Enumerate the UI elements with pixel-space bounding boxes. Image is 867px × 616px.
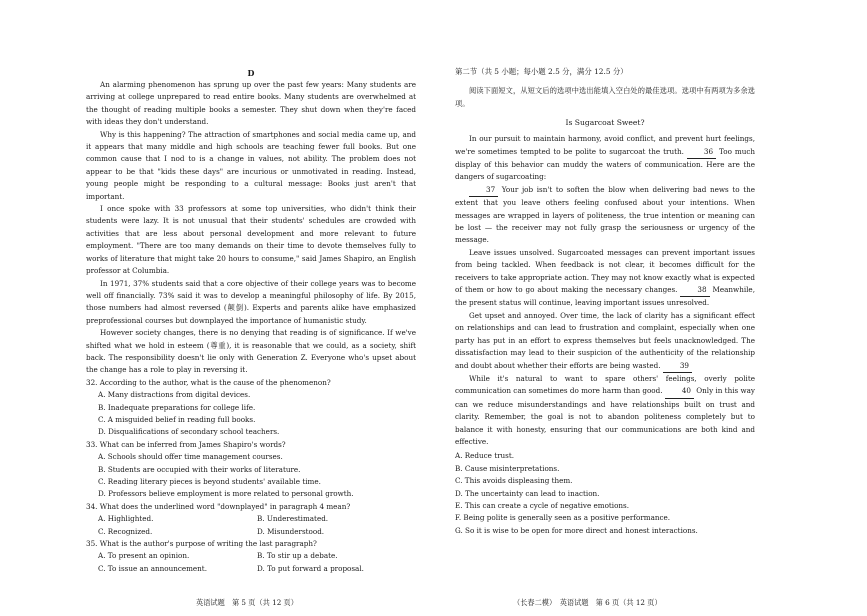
paragraph-5: While it's natural to want to spare others' feelings, overly polite communication can sometimes do more harm than good. 40 Only in this way can we reduce misunderstandings and have relationships built on trust and clarity. Remember, the goal is not to abandon politeness completely but to balance it with honesty, ensuring that our communications are both kind and effective. bbox=[455, 373, 755, 446]
option: C. Reading literary pieces is beyond students' available time. bbox=[98, 477, 321, 486]
question-35 bbox=[86, 538, 416, 575]
blank-38: 38 bbox=[680, 284, 709, 297]
option: B. Inadequate preparations for college life. bbox=[98, 402, 256, 412]
option: A. Schools should offer time management courses. bbox=[98, 452, 283, 462]
option: D. Misunderstood. bbox=[257, 526, 325, 536]
option: F. Being polite is generally seen as a positive performance. bbox=[455, 513, 671, 523]
option: A. Many distractions from digital devices. bbox=[98, 390, 251, 400]
question-stem: 34. What does the underlined word "downplayed" in paragraph 4 mean? bbox=[86, 501, 351, 511]
option: A. To present an opinion. bbox=[98, 551, 190, 561]
section-heading: 第二节（共 5 小题；每小题 2.5 分，满分 12.5 分） bbox=[455, 67, 628, 76]
right-page bbox=[455, 0, 755, 616]
option: D. The uncertainty can lead to inaction. bbox=[455, 488, 600, 498]
option: B. Students are occupied with their works of literature. bbox=[98, 464, 301, 474]
paragraph-3: I once spoke with 33 professors at some top universities, who didn't think their students were lazy. It is not unusual that their students' schedules are crowded with activities that are less about personal development and more relevant to future employment. "There are too many demands on their time to devote themselves fully to works of literature that might take 20 hours to consume," said James Shapiro, an English professor at Columbia. bbox=[86, 204, 416, 276]
option: C. To issue an announcement. bbox=[98, 563, 207, 573]
left-page bbox=[86, 0, 416, 616]
question-32 bbox=[86, 377, 416, 439]
blank-40: 40 bbox=[665, 385, 694, 398]
option: A. Highlighted. bbox=[98, 514, 154, 524]
paragraph-4: In 1971, 37% students said that a core objective of their college years was to become well off financially. 73% said it was to develop a meaningful philosophy of life. By 2015, those numbers had almost reversed (颠倒). Experts and parents alike have emphasized preprofessional courses but downplayed the importance of humanistic study. bbox=[86, 278, 416, 325]
paragraph-1: In our pursuit to maintain harmony, avoid conflict, and prevent hurt feelings, we're sometimes tempted to be polite to sugarcoat the truth. 36 Too much display of this behavior can muddy the waters of communication. Here are the dangers of sugarcoating: bbox=[455, 134, 755, 182]
section-instructions: 阅读下面短文，从短文后的选项中选出能填入空白处的最佳选项。选项中有两项为多余选项。 bbox=[455, 86, 755, 108]
option: C. Recognized. bbox=[98, 526, 153, 536]
paragraph-2: 37 Your job isn't to soften the blow when delivering bad news to the extent that you leave others feeling confused about your intentions. When messages are wrapped in layers of politeness, the true intention or meaning can be lost — the receiver may not fully grasp the seriousness or urgency of the message. bbox=[455, 184, 755, 245]
option: C. A misguided belief in reading full books. bbox=[98, 414, 256, 424]
paragraph-4: Get upset and annoyed. Over time, the lack of clarity has a significant effect on relationships and can lead to frustration and complaint, especially when one party has put in an effort to express themselves but feels unacknowledged. The dissatisfaction may lead to their suspicion of the authenticity of the relationship and doubt about whether their efforts are being wasted. 39 bbox=[455, 310, 755, 373]
blank-39: 39 bbox=[663, 360, 692, 373]
option: G. So it is wise to be open for more direct and honest interactions. bbox=[455, 525, 698, 535]
option: D. Professors believe employment is more related to personal growth. bbox=[98, 489, 354, 499]
option: D. To put forward a proposal. bbox=[257, 563, 364, 573]
passage-title: Is Sugarcoat Sweet? bbox=[565, 118, 645, 128]
option: C. This avoids displeasing them. bbox=[455, 476, 573, 486]
option: A. Reduce trust. bbox=[455, 451, 515, 461]
page-footer: （长春二模） 英语试题 第 6 页（共 12 页） bbox=[513, 598, 662, 607]
paragraph-5: However society changes, there is no denying that reading is of significance. If we've shifted what we hold in esteem (尊重), it is reasonable that we could, as a society, shift back. The responsibility doesn't lie only with Generation Z. Everyone who's upset about the change has a role to play in reversing it. bbox=[86, 328, 416, 375]
passage-title: D bbox=[247, 68, 255, 78]
blank-37: 37 bbox=[469, 184, 498, 197]
page-footer: 英语试题 第 5 页（共 12 页） bbox=[196, 598, 298, 607]
question-33 bbox=[86, 439, 416, 501]
question-stem: 35. What is the author's purpose of writing the last paragraph? bbox=[86, 539, 317, 549]
paragraph-3: Leave issues unsolved. Sugarcoated messages can prevent important issues from being tackled. When feedback is not clear, it becomes difficult for the receivers to take appropriate action. They may not know exactly what is expected of them or how to go about making the necessary changes. 38 Meanwhile, the present status will continue, leaving important issues unresolved. bbox=[455, 247, 755, 308]
option: E. This can create a cycle of negative emotions. bbox=[455, 500, 630, 510]
paragraph-1: An alarming phenomenon has sprung up over the past few years: Many students are arriving at college unprepared to read entire books. Many students are overwhelmed at the thought of reading multiple books a semester. They shut down when they're faced with ideas they don't understand. bbox=[86, 80, 416, 127]
options-list bbox=[455, 450, 755, 537]
option: D. Disqualifications of secondary school teachers. bbox=[98, 427, 280, 437]
option: B. Cause misinterpretations. bbox=[455, 463, 560, 473]
blank-36: 36 bbox=[687, 146, 716, 159]
paragraph-2: Why is this happening? The attraction of smartphones and social media came up, and it appears that many middle and high schools are teaching fewer full books. But one common cause that I nod to is a change in values, not ability. The problem does not appear to be that "kids these days" are incurious or unmotivated in reading. Instead, young people might be responding to a cultural message: Books just aren't that important. bbox=[86, 129, 416, 201]
option: B. To stir up a debate. bbox=[257, 551, 338, 561]
option: B. Underestimated. bbox=[257, 514, 329, 524]
question-stem: 32. According to the author, what is the cause of the phenomenon? bbox=[86, 377, 331, 387]
question-stem: 33. What can be inferred from James Shapiro's words? bbox=[86, 439, 286, 449]
question-34 bbox=[86, 501, 416, 538]
